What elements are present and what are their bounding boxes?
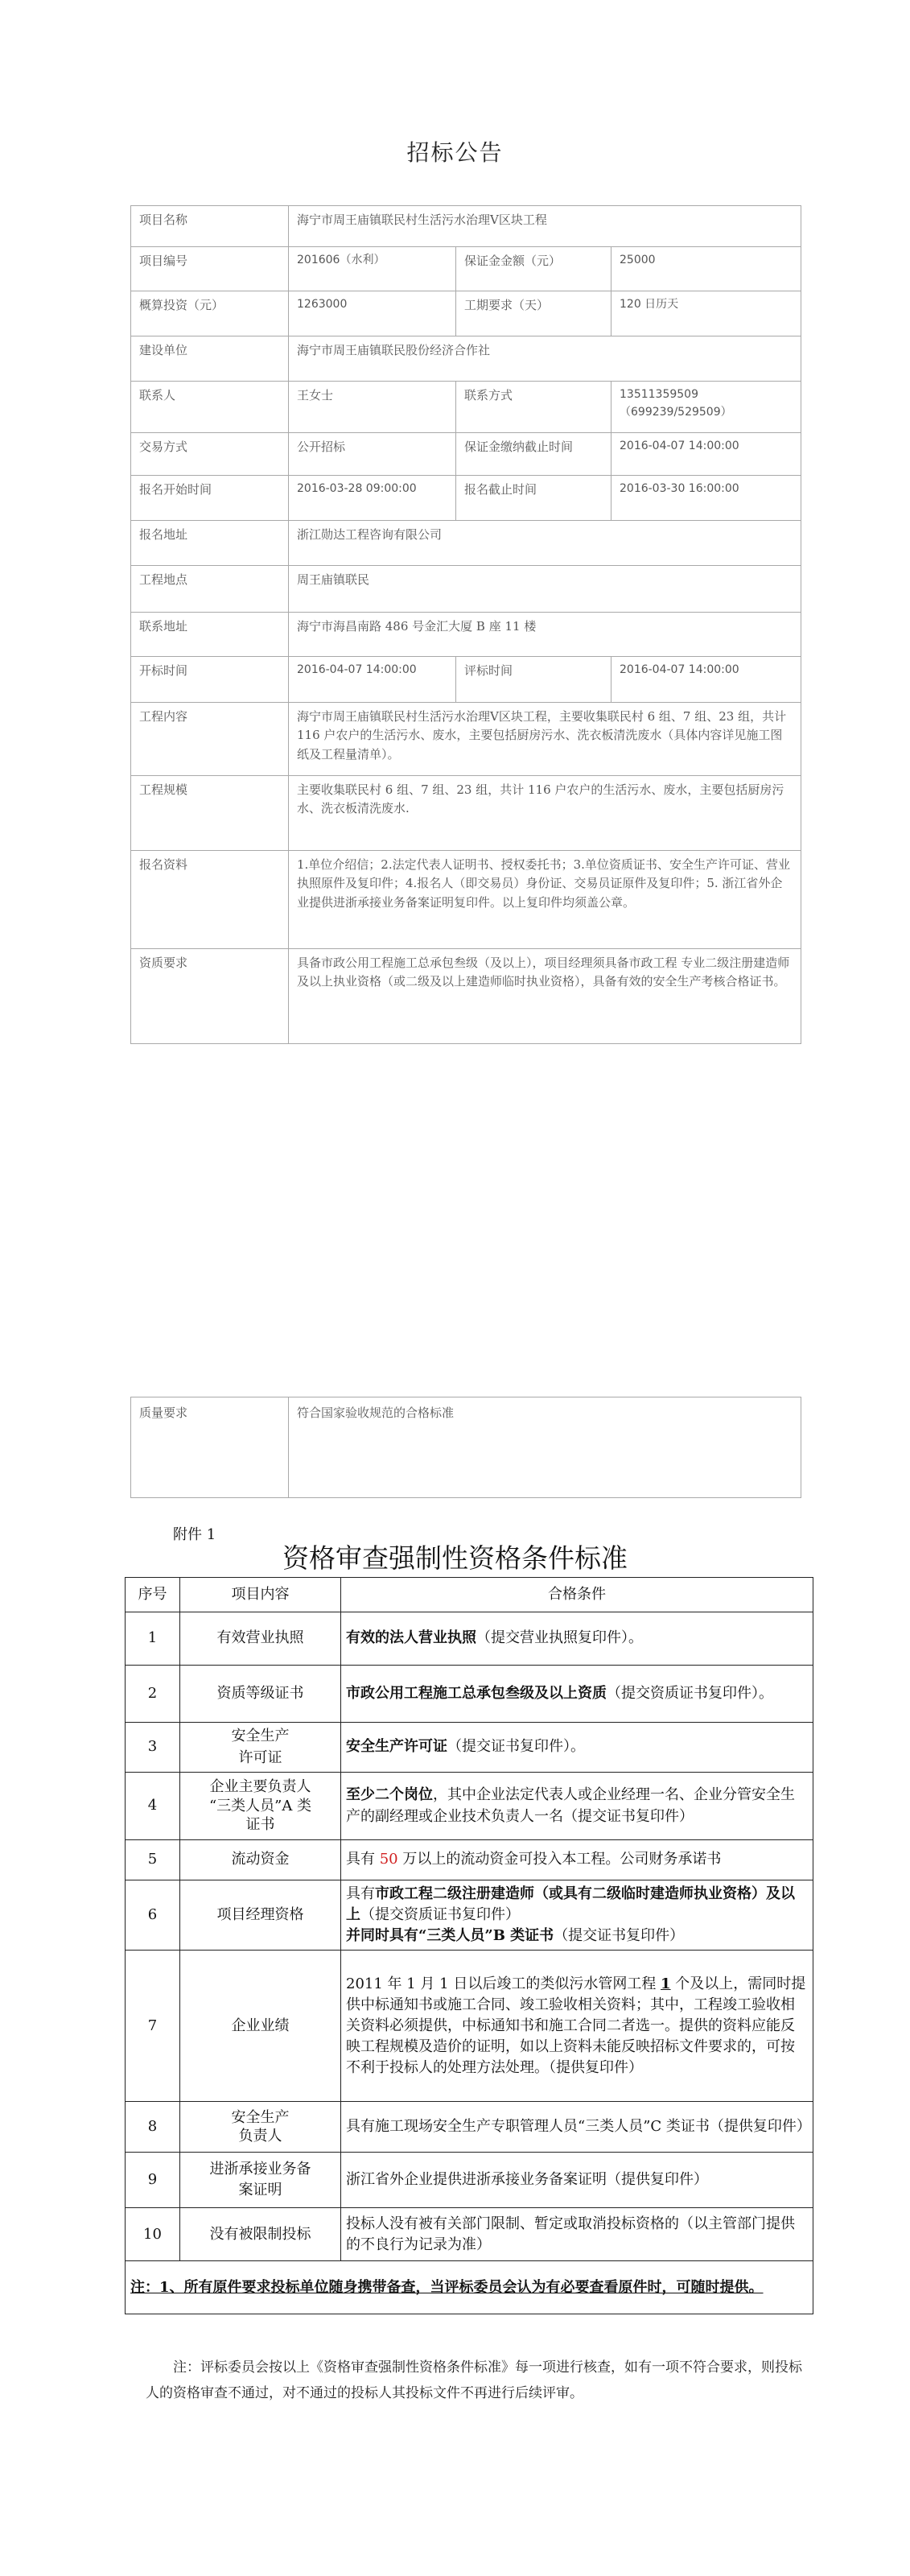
req-text: （提交资质证书复印件）。 xyxy=(607,1684,773,1702)
contact-method-label: 联系方式 xyxy=(456,382,611,433)
budget-label: 概算投资（元） xyxy=(131,291,289,336)
builder-label: 建设单位 xyxy=(131,336,289,382)
row-no: 8 xyxy=(126,2102,180,2153)
row-no: 6 xyxy=(126,1880,180,1951)
table-note: 注：1、所有原件要求投标单位随身携带备查，当评标委员会认为有必要查看原件时，可随时提供。 xyxy=(126,2261,813,2314)
site-label: 工程地点 xyxy=(131,566,289,613)
contact-method-value: 13511359509（699239/529509） xyxy=(611,382,801,433)
req-text: （提交证书复印件）。 xyxy=(447,1738,585,1756)
page-title: 招标公告 xyxy=(406,139,504,166)
footer-note: 注：评标委员会按以上《资格审查强制性资格条件标准》每一项进行核查，如有一项不符合要求，则投标人的资格审查不通过，对不通过的投标人其投标文件不再进行后续评审。 xyxy=(146,2359,802,2402)
project-name-value: 海宁市周王庙镇联民村生活污水治理Ⅴ区块工程 xyxy=(289,206,801,247)
trade-method-label: 交易方式 xyxy=(131,433,289,476)
deposit-deadline-value: 2016-04-07 14:00:00 xyxy=(611,433,801,476)
qualification-table xyxy=(125,1577,813,2314)
req-text: （提交资质证书复印件） xyxy=(360,1906,520,1924)
builder-value: 海宁市周王庙镇联民股份经济合作社 xyxy=(289,336,801,382)
row-item: 安全生产 许可证 xyxy=(180,1723,341,1773)
deposit-value: 25000 xyxy=(611,247,801,291)
row-no: 5 xyxy=(126,1840,180,1880)
reg-start-value: 2016-03-28 09:00:00 xyxy=(289,476,456,521)
header-requirement: 合格条件 xyxy=(341,1578,813,1612)
row-item: 资质等级证书 xyxy=(180,1666,341,1723)
reg-start-label: 报名开始时间 xyxy=(131,476,289,521)
row-item: 企业主要负责人 “三类人员”A 类 证书 xyxy=(180,1773,341,1840)
budget-value: 1263000 xyxy=(289,291,456,336)
reg-address-label: 报名地址 xyxy=(131,521,289,566)
row-item: 流动资金 xyxy=(180,1840,341,1880)
req-text: 2011 年 1 月 1 日以后竣工的类似污水管网工程 xyxy=(346,1975,661,1992)
req-text: （提交证书复印件） xyxy=(554,1927,685,1945)
row-requirement: 投标人没有被有关部门限制、暂定或取消投标资格的（以主管部门提供的不良行为记录为准） xyxy=(341,2208,813,2261)
site-value: 周王庙镇联民 xyxy=(289,566,801,613)
req-text: 万以上的流动资金可投入本工程。公司财务承诺书 xyxy=(397,1851,722,1868)
req-amount: 50 xyxy=(379,1851,398,1868)
row-item: 企业业绩 xyxy=(180,1951,341,2102)
content-label: 工程内容 xyxy=(131,703,289,776)
quality-table xyxy=(130,1397,801,1498)
header-no: 序号 xyxy=(126,1578,180,1612)
row-requirement: 具有施工现场安全生产专职管理人员“三类人员”C 类证书（提供复印件） xyxy=(341,2102,813,2153)
trade-method-value: 公开招标 xyxy=(289,433,456,476)
contact-value: 王女士 xyxy=(289,382,456,433)
req-bold: 有效的法人营业执照 xyxy=(346,1629,476,1647)
req-bold: 至少二个岗位 xyxy=(346,1786,433,1804)
content-value: 海宁市周王庙镇联民村生活污水治理Ⅴ区块工程，主要收集联民村 6 组、7 组、23 组，共计 116 户农户的生活污水、废水，主要包括厨房污水、洗衣板清洗废水（具体内容详见施工图纸及工程量清单）。 xyxy=(289,703,801,776)
reg-address-value: 浙江勋达工程咨询有限公司 xyxy=(289,521,801,566)
req-text: ，其中企业法定代表人或企业经理一名、企业分管安全生产的副经理或企业技术负责人一名（提交证书复印件） xyxy=(346,1786,795,1825)
row-no: 2 xyxy=(126,1666,180,1723)
duration-value: 120 日历天 xyxy=(611,291,801,336)
req-text: 具有 xyxy=(346,1851,380,1868)
deposit-deadline-label: 保证金缴纳截止时间 xyxy=(456,433,611,476)
project-name-label: 项目名称 xyxy=(131,206,289,247)
row-item: 项目经理资格 xyxy=(180,1880,341,1951)
row-no: 9 xyxy=(126,2153,180,2208)
req-text: 具有 xyxy=(346,1885,375,1902)
docs-value: 1.单位介绍信；2.法定代表人证明书、授权委托书；3.单位资质证书、安全生产许可证、营业执照原件及复印件；4.报名人（即交易员）身份证、交易员证原件及复印件；5. 浙江省外企业提供进浙承接业务备案证明复印件。以上复印件均须盖公章。 xyxy=(289,851,801,949)
duration-label: 工期要求（天） xyxy=(456,291,611,336)
req-bold: 市政工程二级注册建造师（或具有二级临时建造师执业资格）及以上 xyxy=(346,1885,795,1924)
scale-value: 主要收集联民村 6 组、7 组、23 组，共计 116 户农户的生活污水、废水，主要包括厨房污水、洗衣板清洗废水. xyxy=(289,776,801,851)
req-text: （提交营业执照复印件）。 xyxy=(476,1629,643,1647)
contact-label: 联系人 xyxy=(131,382,289,433)
deposit-label: 保证金金额（元） xyxy=(456,247,611,291)
row-no: 7 xyxy=(126,1951,180,2102)
attachment-label: 附件 1 xyxy=(173,1526,216,1543)
attachment-title: 资格审查强制性资格条件标准 xyxy=(282,1542,628,1574)
row-requirement xyxy=(341,1880,813,1951)
req-text: 个及以上，需同时提供中标通知书或施工合同、竣工验收相关资料；其中，工程竣工验收相关资料必须提供，中标通知书和施工合同二者选一。提供的资料应能反映工程规模及造价的证明，如以上资料未能反映招标文件要求的，可按不利于投标人的处理方法处理。（提供复印件） xyxy=(346,1975,806,2076)
req-bold: 市政公用工程施工总承包叁级及以上资质 xyxy=(346,1684,607,1702)
req-count: 1 xyxy=(661,1975,671,1992)
row-requirement xyxy=(341,1951,813,2102)
row-no: 4 xyxy=(126,1773,180,1840)
open-time-label: 开标时间 xyxy=(131,657,289,703)
row-requirement xyxy=(341,1840,813,1880)
scale-label: 工程规模 xyxy=(131,776,289,851)
reg-end-value: 2016-03-30 16:00:00 xyxy=(611,476,801,521)
contact-address-label: 联系地址 xyxy=(131,613,289,657)
row-requirement xyxy=(341,1612,813,1666)
eval-time-value: 2016-04-07 14:00:00 xyxy=(611,657,801,703)
tender-info-table xyxy=(130,205,801,1044)
quality-label: 质量要求 xyxy=(131,1397,289,1498)
row-no: 3 xyxy=(126,1723,180,1773)
row-item: 没有被限制投标 xyxy=(180,2208,341,2261)
row-item: 有效营业执照 xyxy=(180,1612,341,1666)
contact-address-value: 海宁市海昌南路 486 号金汇大厦 B 座 11 楼 xyxy=(289,613,801,657)
row-item: 安全生产 负责人 xyxy=(180,2102,341,2153)
quality-value: 符合国家验收规范的合格标准 xyxy=(289,1397,801,1498)
reg-end-label: 报名截止时间 xyxy=(456,476,611,521)
req-bold: 并同时具有“三类人员”B 类证书 xyxy=(346,1927,554,1945)
row-no: 1 xyxy=(126,1612,180,1666)
row-requirement: 浙江省外企业提供进浙承接业务备案证明（提供复印件） xyxy=(341,2153,813,2208)
row-requirement xyxy=(341,1723,813,1773)
open-time-value: 2016-04-07 14:00:00 xyxy=(289,657,456,703)
header-item: 项目内容 xyxy=(180,1578,341,1612)
project-no-value: 201606（水利） xyxy=(289,247,456,291)
row-requirement xyxy=(341,1666,813,1723)
project-no-label: 项目编号 xyxy=(131,247,289,291)
row-requirement xyxy=(341,1773,813,1840)
eval-time-label: 评标时间 xyxy=(456,657,611,703)
qual-label: 资质要求 xyxy=(131,949,289,1044)
docs-label: 报名资料 xyxy=(131,851,289,949)
qual-value: 具备市政公用工程施工总承包叁级（及以上），项目经理须具备市政工程 专业二级注册建造师及以上执业资格（或二级及以上建造师临时执业资格），具备有效的安全生产考核合格证书。 xyxy=(289,949,801,1044)
req-bold: 安全生产许可证 xyxy=(346,1738,447,1756)
row-no: 10 xyxy=(126,2208,180,2261)
row-item: 进浙承接业务备 案证明 xyxy=(180,2153,341,2208)
